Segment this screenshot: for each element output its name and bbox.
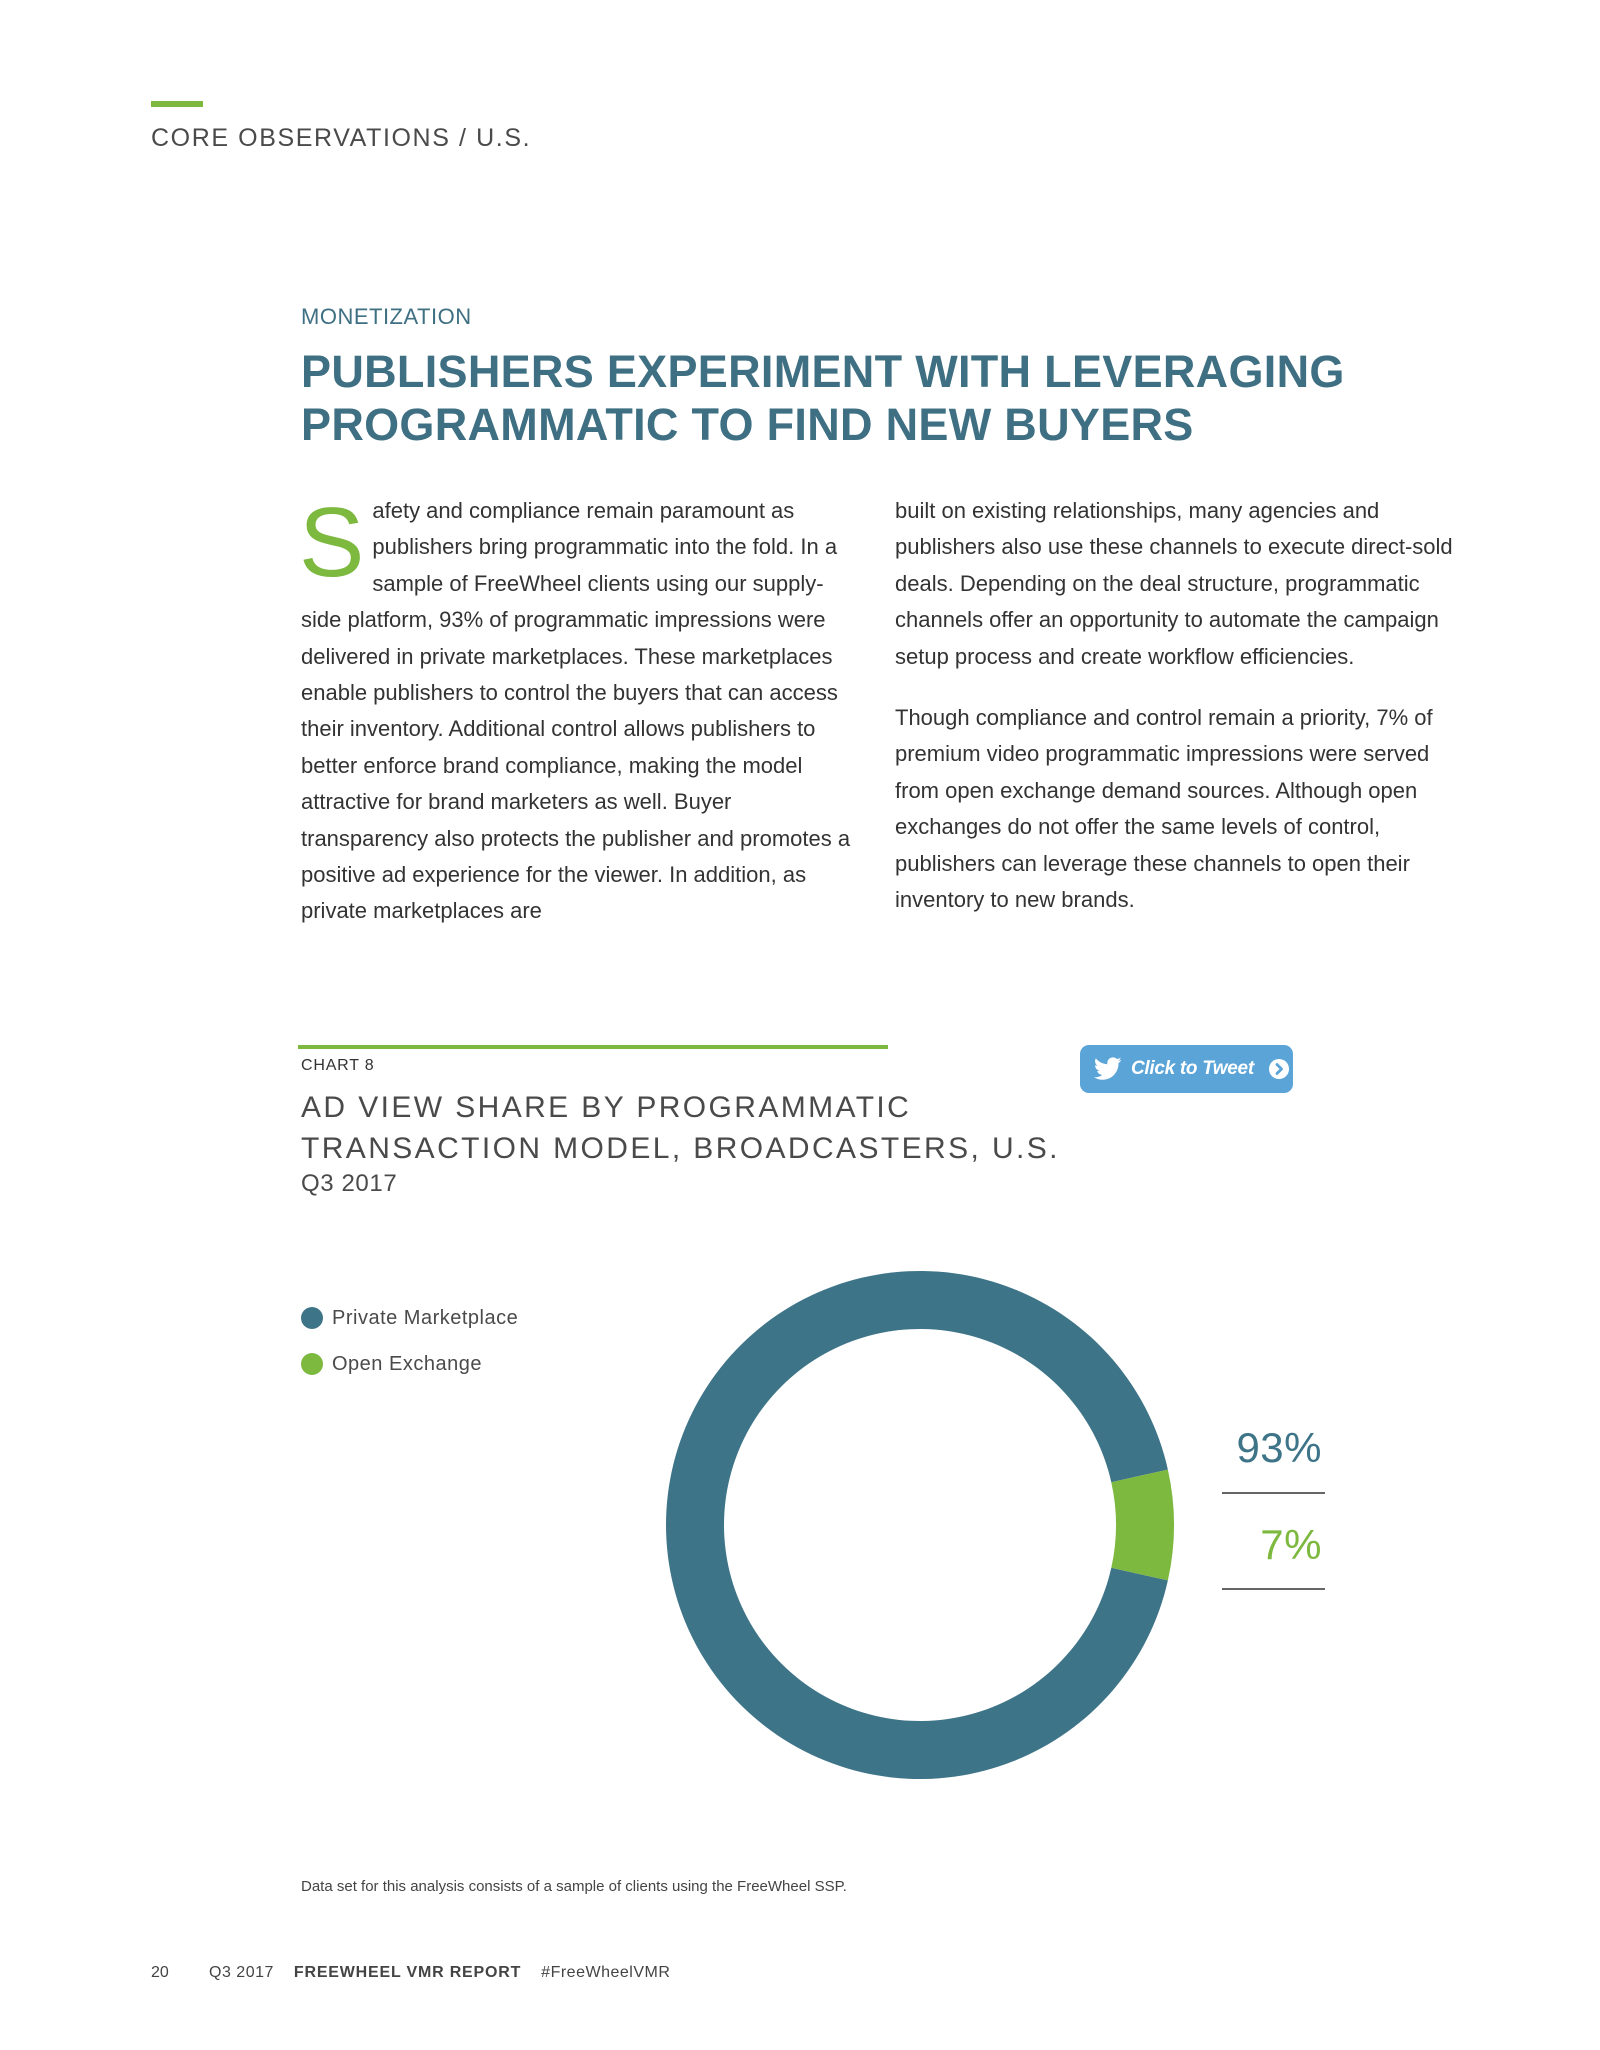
donut-chart <box>660 1265 1180 1785</box>
footer-quarter: Q3 2017 <box>209 1964 274 1981</box>
footer-hashtag: #FreeWheelVMR <box>541 1964 671 1981</box>
value-label-underline-private-marketplace <box>1222 1492 1325 1494</box>
body-column-right <box>895 493 1460 918</box>
value-label-underline-open-exchange <box>1222 1588 1325 1590</box>
article-kicker: MONETIZATION <box>301 304 472 329</box>
legend-label-open-exchange: Open Exchange <box>332 1352 482 1375</box>
legend-swatch-open-exchange <box>301 1353 323 1375</box>
legend-item-private-marketplace <box>301 1295 518 1341</box>
chart-legend <box>301 1295 518 1387</box>
section-accent-rule <box>151 101 203 107</box>
footer-report-title: FREEWHEEL VMR REPORT <box>293 1964 522 1981</box>
chart-footnote: Data set for this analysis consists of a sample of clients using the FreeWheel SSP. <box>301 1878 847 1895</box>
body-paragraph-1-continued-text: built on existing relationships, many agencies and publishers also use these channels to execute direct-sold deals. Depending on the deal structure, programmatic channels offer an opportunity to automate the campaign setup process and create workflow efficiencies. <box>895 498 1453 669</box>
page-footer <box>151 1964 670 1982</box>
value-label-private-marketplace: 93% <box>1236 1424 1322 1471</box>
chart-number-label: CHART 8 <box>301 1057 375 1074</box>
body-column-left <box>299 487 861 930</box>
chevron-right-circle-icon <box>1268 1058 1290 1080</box>
body-paragraph-1-continued <box>895 493 1460 675</box>
legend-swatch-private-marketplace <box>301 1307 323 1329</box>
body-paragraph-1 <box>299 487 861 930</box>
click-to-tweet-button[interactable] <box>1080 1045 1293 1093</box>
body-paragraph-1-text: afety and compliance remain paramount as publishers bring programmatic into the fold. In a sample of FreeWheel clients using our supply-side platform, 93% of programmatic impressions were delivered in private marketplaces. These marketplaces enable publishers to control the buyers that can access their inventory. Additional control allows publishers to better enforce brand compliance, making the model attractive for brand marketers as well. Buyer transparency also protects the publisher and promotes a positive ad experience for the viewer. In addition, as private marketplaces are <box>301 498 851 924</box>
chart-subtitle: Q3 2017 <box>301 1170 398 1197</box>
body-paragraph-2: Though compliance and control remain a priority, 7% of premium video programmatic impressions were served from open exchange demand sources. Although open exchanges do not offer the same levels of control, publishers can leverage these channels to open their inventory to new brands. <box>895 705 1433 913</box>
value-label-open-exchange: 7% <box>1260 1521 1322 1568</box>
drop-cap: S <box>299 487 365 597</box>
legend-item-open-exchange <box>301 1341 518 1387</box>
twitter-bird-icon <box>1094 1057 1122 1081</box>
chart-accent-rule <box>298 1045 888 1049</box>
section-label: CORE OBSERVATIONS / U.S. <box>151 124 532 152</box>
page-number: 20 <box>151 1964 169 1981</box>
donut-slice-private-marketplace <box>666 1271 1168 1779</box>
article-headline: PUBLISHERS EXPERIMENT WITH LEVERAGING PROGRAMMATIC TO FIND NEW BUYERS <box>301 346 1345 450</box>
legend-label-private-marketplace: Private Marketplace <box>332 1306 519 1329</box>
click-to-tweet-label: Click to Tweet <box>1131 1058 1254 1079</box>
chart-title: AD VIEW SHARE BY PROGRAMMATIC TRANSACTION MODEL, BROADCASTERS, U.S. <box>301 1091 1060 1165</box>
